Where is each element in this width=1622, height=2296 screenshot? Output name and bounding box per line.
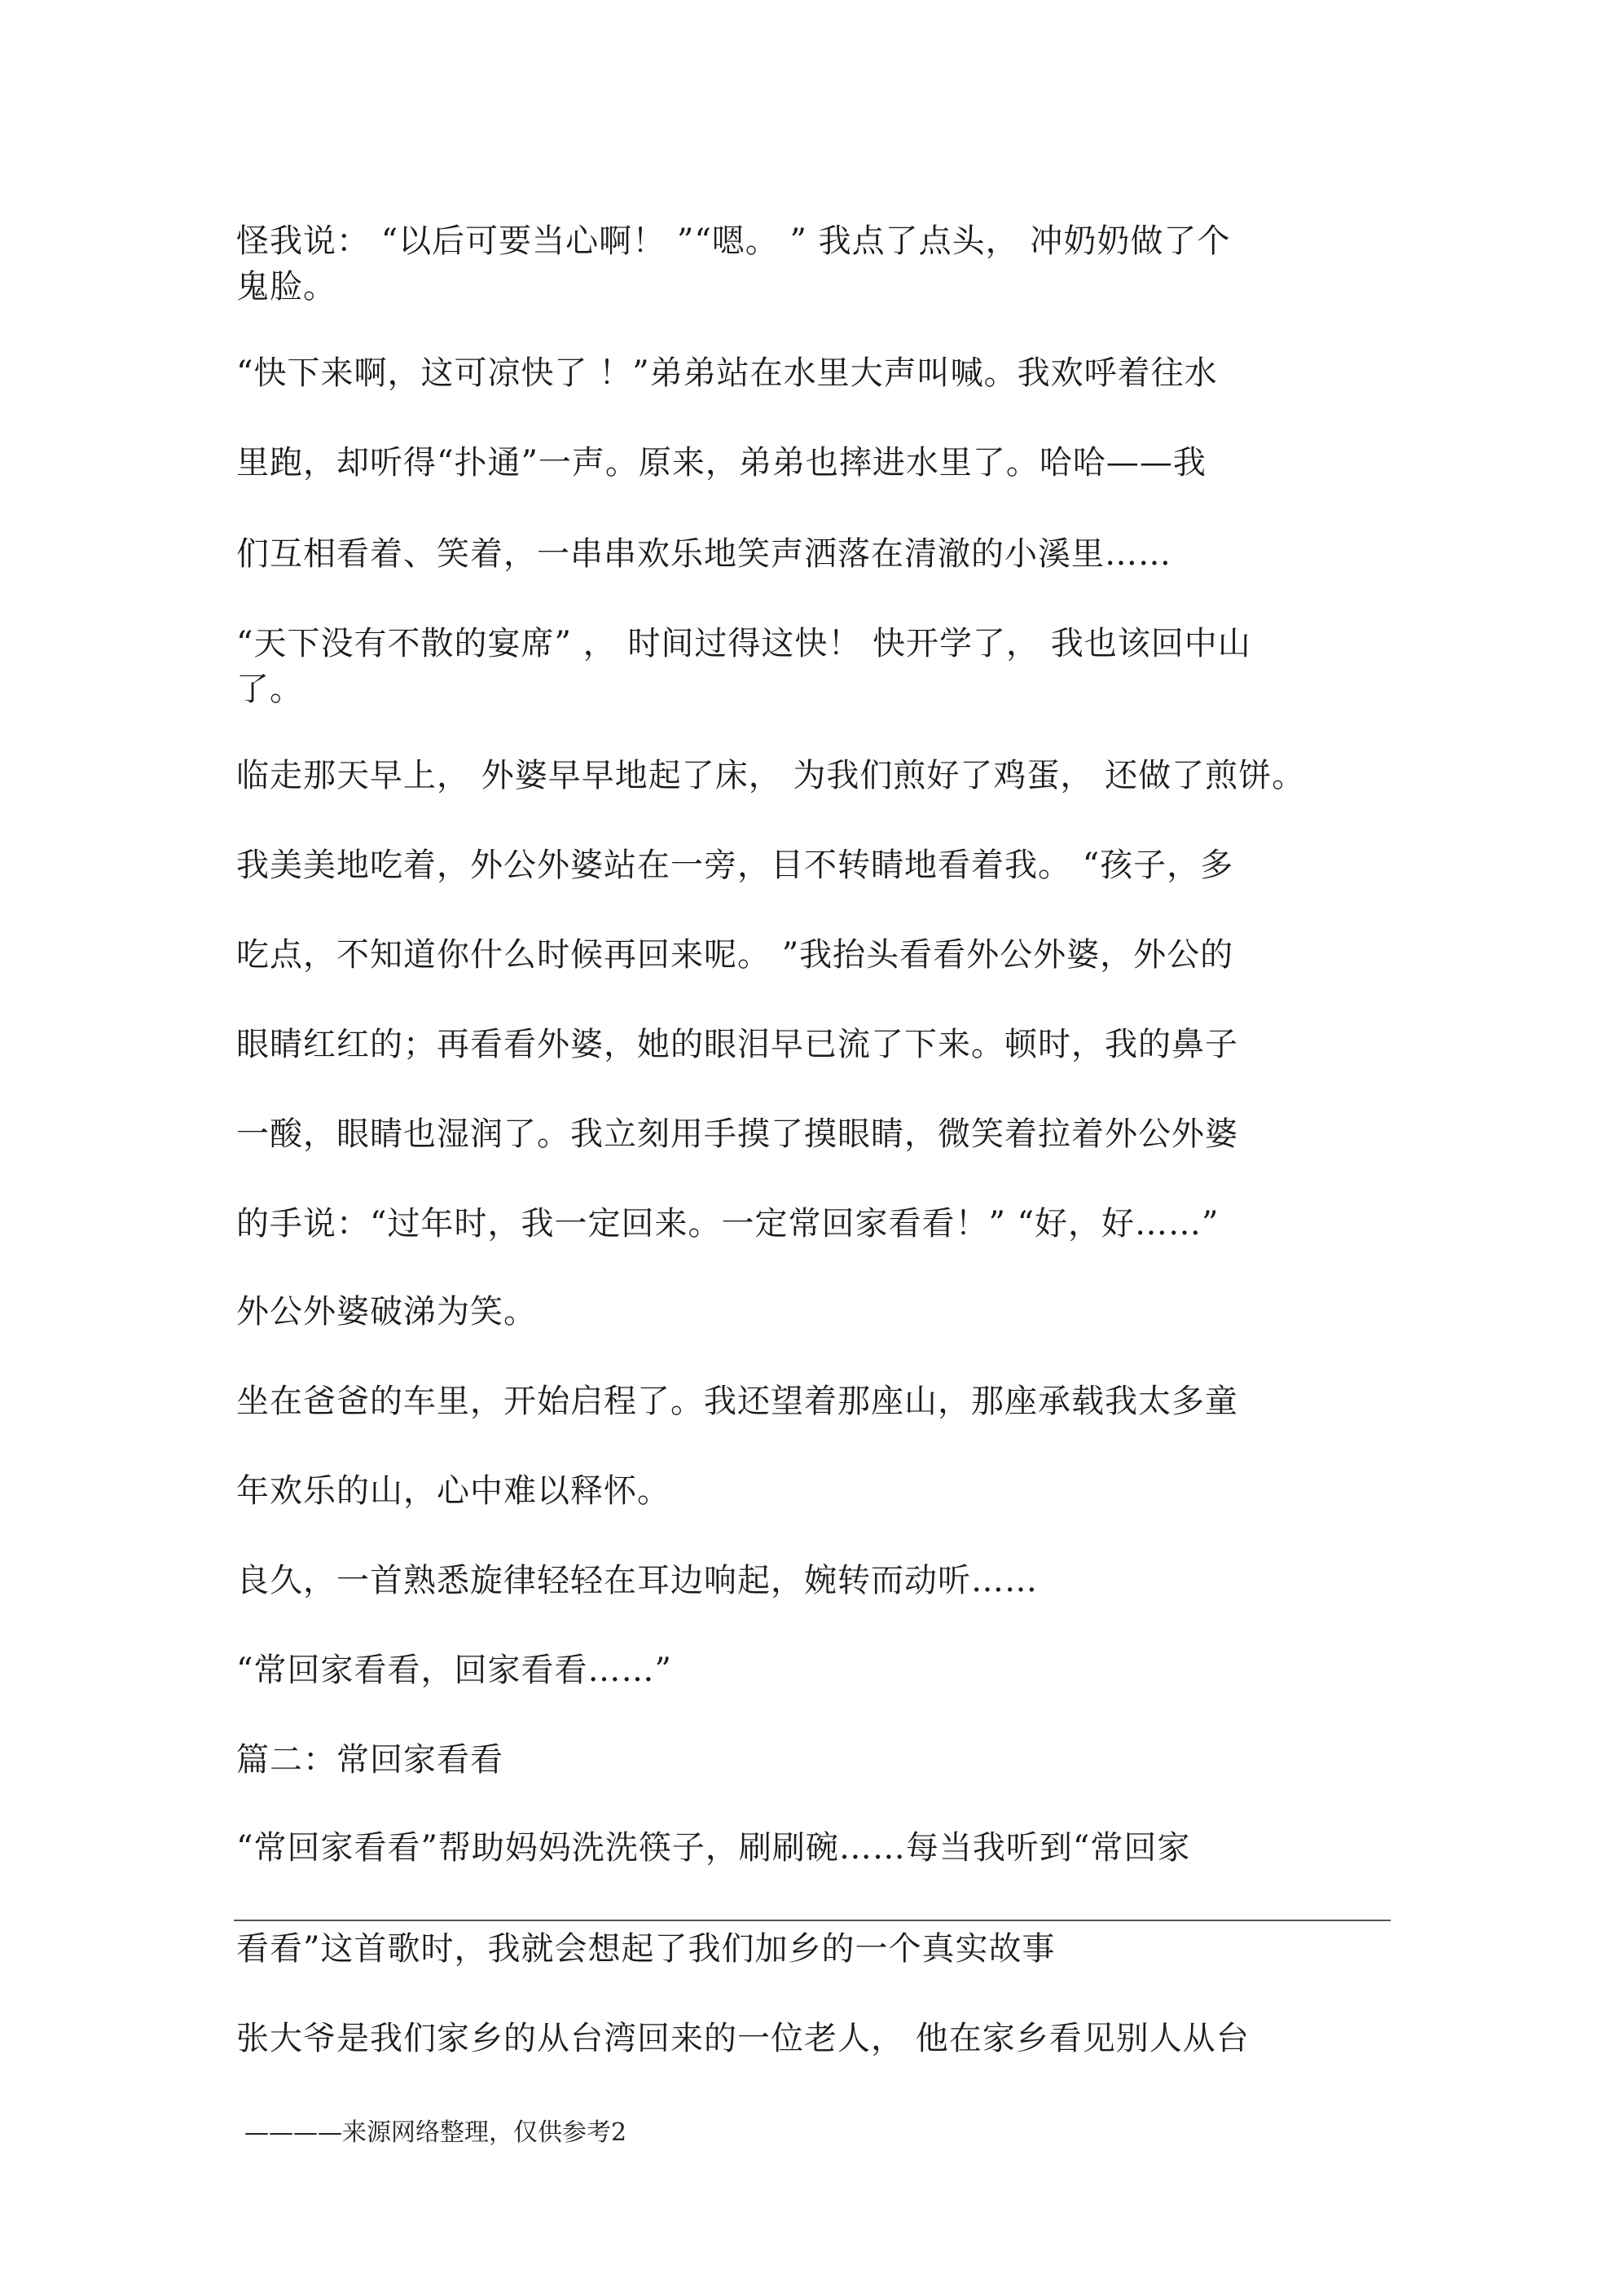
text-line: 良久，一首熟悉旋律轻轻在耳边响起，婉转而动听…… <box>236 1562 1038 1599</box>
text-line: 了。 <box>236 671 303 708</box>
text-line: 临走那天早上， 外婆早早地起了床， 为我们煎好了鸡蛋， 还做了煎饼。 <box>236 757 1306 794</box>
text-line: 年欢乐的山，心中难以释怀。 <box>236 1472 670 1510</box>
text-line: 怪我说： “以后可要当心啊！ ”“嗯。 ” 我点了点头， 冲奶奶做了个 <box>236 222 1231 260</box>
horizontal-divider <box>234 1920 1391 1921</box>
page-footer: ————来源网络整理，仅供参考2 <box>244 2118 627 2147</box>
text-line: “常回家看看，回家看看……” <box>236 1652 672 1689</box>
text-line: 张大爷是我们家乡的从台湾回来的一位老人， 他在家乡看见别人从台 <box>236 2020 1250 2057</box>
text-line: “天下没有不散的宴席” ， 时间过得这快！ 快开学了， 我也该回中山 <box>236 625 1251 662</box>
text-line: 外公外婆破涕为笑。 <box>236 1293 537 1331</box>
text-line: 里跑，却听得“扑通”一声。原来，弟弟也摔进水里了。哈哈——我 <box>236 444 1207 482</box>
text-line: 的手说：“过年时，我一定回来。一定常回家看看！” “好，好……” <box>236 1205 1220 1243</box>
text-line: “常回家看看”帮助妈妈洗洗筷子，刷刷碗……每当我听到“常回家 <box>236 1829 1191 1867</box>
text-line: 眼睛红红的；再看看外婆，她的眼泪早已流了下来。顿时，我的鼻子 <box>236 1026 1238 1063</box>
text-line: 鬼脸。 <box>236 268 336 306</box>
text-line: 坐在爸爸的车里，开始启程了。我还望着那座山，那座承载我太多童 <box>236 1383 1238 1420</box>
text-line: 看看”这首歌时，我就会想起了我们加乡的一个真实故事 <box>236 1930 1056 1968</box>
text-line: 一酸，眼睛也湿润了。我立刻用手摸了摸眼睛，微笑着拉着外公外婆 <box>236 1115 1238 1153</box>
text-line: 我美美地吃着，外公外婆站在一旁，目不转睛地看着我。 “孩子，多 <box>236 847 1234 884</box>
text-line: 吃点，不知道你什么时候再回来呢。 ”我抬头看看外公外婆，外公的 <box>236 936 1234 974</box>
text-line: “快下来啊，这可凉快了 ！”弟弟站在水里大声叫喊。我欢呼着往水 <box>236 354 1218 392</box>
section-heading: 篇二：常回家看看 <box>236 1741 503 1779</box>
text-line: 们互相看着、笑着，一串串欢乐地笑声洒落在清澈的小溪里…… <box>236 535 1171 573</box>
